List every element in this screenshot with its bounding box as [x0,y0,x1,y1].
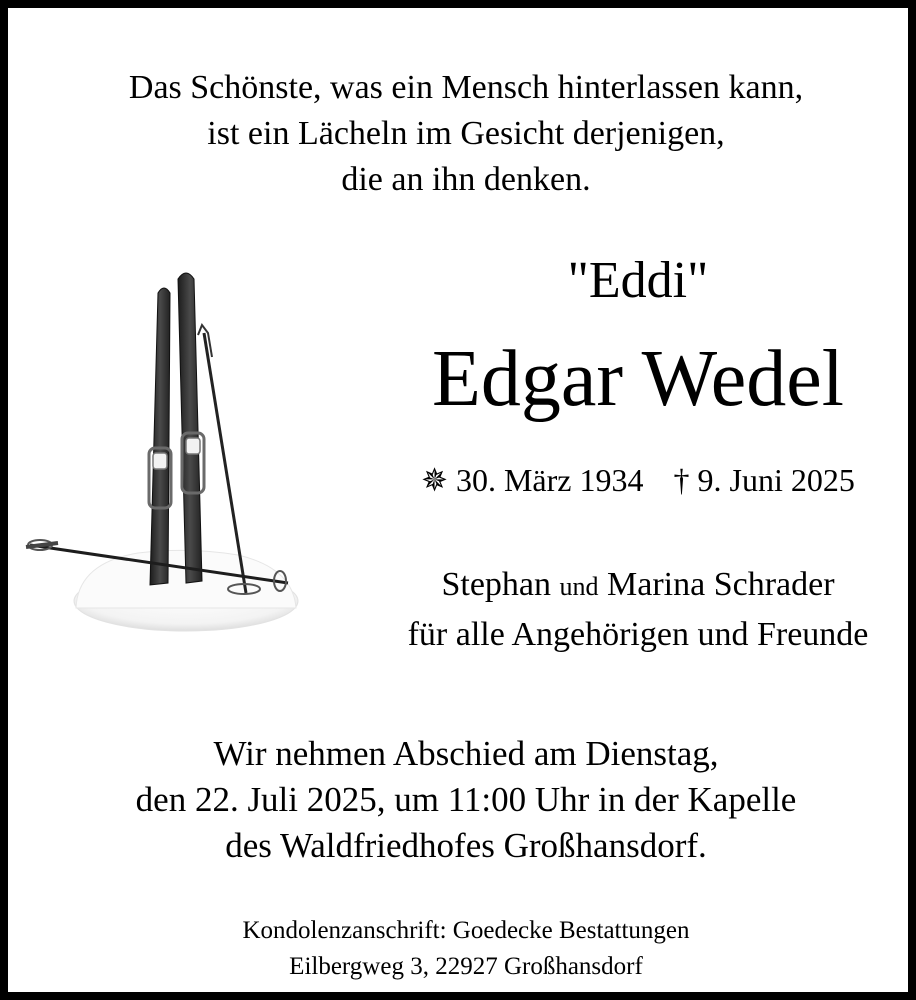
ceremony-line-1: Wir nehmen Abschied am Dienstag, [213,734,719,773]
birth-star-icon: ✵ [421,462,448,498]
quote-line-1: Das Schönste, was ein Mensch hinterlassen kann, [128,69,804,106]
mourners-line-1 [338,561,916,611]
mourner-conjunction: und [559,572,599,601]
mourners-line-2: für alle Angehörigen und Freunde [407,616,869,653]
nickname: "Eddi" [567,252,709,309]
ceremony-line-2: den 22. Juli 2025, um 11:00 Uhr in der Kapelle [135,780,797,819]
condolence-line-1: Kondolenzanschrift: Goedecke Bestattungen [242,917,690,944]
death-cross-icon: † [673,462,690,498]
birth-date: 30. März 1934 [455,462,644,498]
life-dates [338,460,916,500]
skis-and-poles-icon [18,263,308,643]
ceremony-line-3: des Waldfriedhofes Großhansdorf. [225,826,707,865]
quote-line-3: die an ihn denken. [341,161,591,198]
quote-line-2: ist ein Lächeln im Gesicht derjenigen, [207,115,725,152]
deceased-name: Edgar Wedel [432,335,844,423]
mourner-second-name: Marina Schrader [607,566,835,603]
mourner-first-name: Stephan [441,566,552,603]
death-date: 9. Juni 2025 [697,462,855,498]
condolence-line-2: Eilbergweg 3, 22927 Großhansdorf [289,953,643,980]
